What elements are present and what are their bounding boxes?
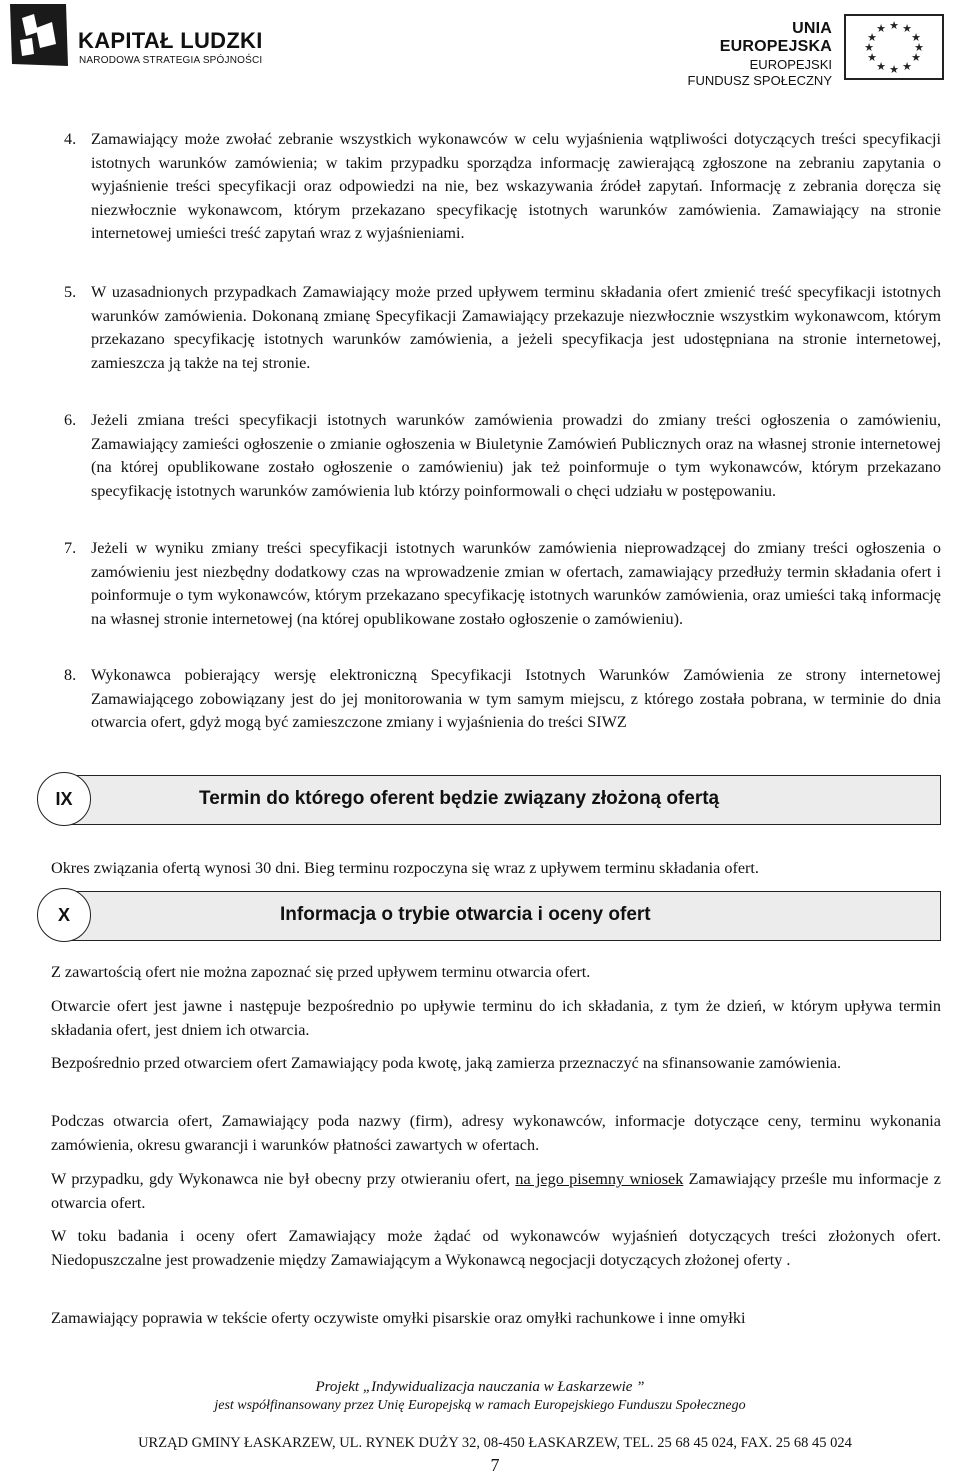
kapital-ludzki-logo: [8, 2, 270, 68]
section-x-paragraph-7: Zamawiający poprawia w tekście oferty oczywiste omyłki pisarskie oraz omyłki rachunkowe i inne omyłki: [51, 1309, 746, 1327]
section-ix-header: [37, 774, 941, 824]
list-item-text: Jeżeli zmiana treści specyfikacji istotnych warunków zamówienia prowadzi do zmiany treści ogłoszenia o zamówieniu, Zamawiający zamieści ogłoszenie o zmianie ogłoszenia w Biuletynie Zamówień Publicznych oraz na własnej stronie internetowej (na której opublikowane zostało ogłoszenie o zamówieniu) jak też poinformuje o tym wykonawców, którym przekazano specyfikację istotnych warunków zamówienia lub którzy poinformowali o chęci udziału w postępowaniu.: [91, 411, 941, 500]
svg-text:★: ★: [876, 22, 886, 35]
svg-text:★: ★: [911, 51, 921, 64]
section-ix-numeral: IX: [37, 772, 91, 826]
section-x-header: [37, 890, 941, 940]
section-x-numeral: X: [37, 888, 91, 942]
eu-logo-line3: FUNDUSZ SPOŁECZNY: [687, 73, 832, 88]
list-item-6: [64, 409, 941, 503]
kapital-ludzki-emblem-icon: [8, 2, 70, 68]
list-item-number: 7.: [64, 539, 77, 557]
section-x-paragraph-3: Bezpośrednio przed otwarciem ofert Zamawiający poda kwotę, jaką zamierza przeznaczyć na sfinansowanie zamówienia.: [51, 1054, 842, 1072]
eu-flag-icon: [844, 14, 944, 80]
section-x-paragraph-4: Podczas otwarcia ofert, Zamawiający poda nazwy (firm), adresy wykonawców, informacje dotyczące ceny, terminu wykonania zamówienia, okresu gwarancji i warunków płatności zawartych w ofertach.: [51, 1112, 941, 1154]
section-x-paragraph-1: Z zawartością ofert nie można zapoznać się przed upływem terminu otwarcia ofert.: [51, 963, 591, 981]
list-item-number: 8.: [64, 666, 77, 684]
list-item-8: [64, 664, 941, 735]
list-item-number: 6.: [64, 411, 77, 429]
section-x-paragraph-2: Otwarcie ofert jest jawne i następuje bezpośrednio po upływie terminu do ich składania, z tym że dzień, w którym upływa termin składania ofert, jest dniem ich otwarcia.: [51, 997, 941, 1039]
section-ix-paragraph: Okres związania ofertą wynosi 30 dni. Bieg terminu rozpoczyna się wraz z upływem terminu składania ofert.: [51, 859, 759, 877]
absent-paragraph-before: W przypadku, gdy Wykonawca nie był obecny przy otwieraniu ofert,: [51, 1170, 516, 1188]
svg-text:★: ★: [902, 22, 912, 35]
list-item-4: [64, 128, 941, 246]
svg-text:★: ★: [911, 31, 921, 44]
svg-text:★: ★: [902, 60, 912, 73]
footer-address: URZĄD GMINY ŁASKARZEW, UL. RYNEK DUŻY 32, 08-450 ŁASKARZEW, TEL. 25 68 45 024, FAX. 25 68 45 024: [138, 1435, 852, 1451]
list-item-text: Zamawiający może zwołać zebranie wszystkich wykonawców w celu wyjaśnienia wątpliwości dotyczących treści specyfikacji istotnych warunków zamówienia; w takim przypadku sporządza informację zawierającą zgłoszone na zebraniu zapytania o wyjaśnienie treści specyfikacji oraz odpowiedzi na nie, bez wskazywania źródeł zapytań. Informację z zebrania doręcza się niezwłocznie wykonawcom, którym przekazano specyfikację istotnych warunków zamówienia. Zamawiający na stronie internetowej umieści treść zapytań wraz z wyjaśnieniami.: [91, 130, 941, 242]
absent-paragraph-underlined: na jego pisemny wniosek: [515, 1170, 684, 1188]
kapital-ludzki-subtitle: NARODOWA STRATEGIA SPÓJNOŚCI: [79, 55, 263, 66]
svg-text:★: ★: [867, 51, 877, 64]
svg-text:★: ★: [889, 19, 899, 32]
list-item-7: [64, 537, 941, 631]
svg-text:★: ★: [867, 31, 877, 44]
kapital-ludzki-title: KAPITAŁ LUDZKI: [78, 28, 263, 53]
page-number: 7: [490, 1455, 500, 1475]
list-item-number: 5.: [64, 283, 77, 301]
footer-project: Projekt „Indywidualizacja nauczania w Łaskarzewie ”: [315, 1379, 645, 1395]
absent-paragraph-after: Zamawiający prześle mu informacje z otwarcia ofert.: [51, 1170, 941, 1212]
list-item-number: 4.: [64, 130, 77, 148]
eu-efs-logo: [680, 14, 958, 88]
eu-logo-line2: EUROPEJSKI: [749, 57, 832, 72]
svg-text:★: ★: [914, 41, 924, 54]
svg-text:★: ★: [876, 60, 886, 73]
footer-cofinancing: jest współfinansowany przez Unię Europejską w ramach Europejskiego Funduszu Społecznego: [214, 1398, 746, 1413]
section-ix-title: Termin do którego oferent będzie związany złożoną ofertą: [199, 788, 720, 809]
svg-text:★: ★: [864, 41, 874, 54]
section-x-paragraph-5: [51, 1168, 941, 1215]
list-item-text: Wykonawca pobierający wersję elektroniczną Specyfikacji Istotnych Warunków Zamówienia ze strony internetowej Zamawiającego zobowiązany jest do jej monitorowania w tym samym miejscu, z którego została pobrana, w terminie do dnia otwarcia ofert, gdyż mogą być zamieszczone zmiany i wyjaśnienia do treści SIWZ: [91, 666, 941, 731]
eu-logo-line1: UNIA EUROPEJSKA: [719, 20, 832, 55]
section-x-title: Informacja o trybie otwarcia i oceny ofert: [280, 904, 651, 925]
section-x-paragraph-6: W toku badania i oceny ofert Zamawiający może żądać od wykonawców wyjaśnień dotyczących treści złożonych ofert. Niedopuszczalne jest prowadzenie między Zamawiającym a Wykonawcą negocjacji dotyczących złożonej oferty .: [51, 1227, 941, 1269]
svg-text:★: ★: [889, 63, 899, 76]
list-item-text: W uzasadnionych przypadkach Zamawiający może przed upływem terminu składania ofert zmienić treść specyfikacji istotnych warunków zamówienia. Dokonaną zmianę Specyfikacji Zamawiający przekazuje niezwłocznie wszystkim wykonawcom, którym przekazano specyfikację istotnych warunków zamówienia, a jeżeli specyfikacja jest udostępniana na stronie internetowej, zamieszcza ją także na tej stronie.: [91, 283, 941, 372]
eu-logo-text: [680, 20, 832, 89]
list-item-5: [64, 281, 941, 375]
list-item-text: Jeżeli w wyniku zmiany treści specyfikacji istotnych warunków zamówienia nieprowadzącej do zmiany treści ogłoszenia o zamówieniu jest niezbędny dodatkowy czas na wprowadzenie zmian w ofertach, zamawiający przedłuży termin składania ofert i poinformuje o tym wykonawców, którym przekazano specyfikację istotnych warunków zamówienia, oraz umieści taką informację na własnej stronie internetowej (na której opublikowane zostało ogłoszenie o zamówieniu).: [91, 539, 941, 628]
